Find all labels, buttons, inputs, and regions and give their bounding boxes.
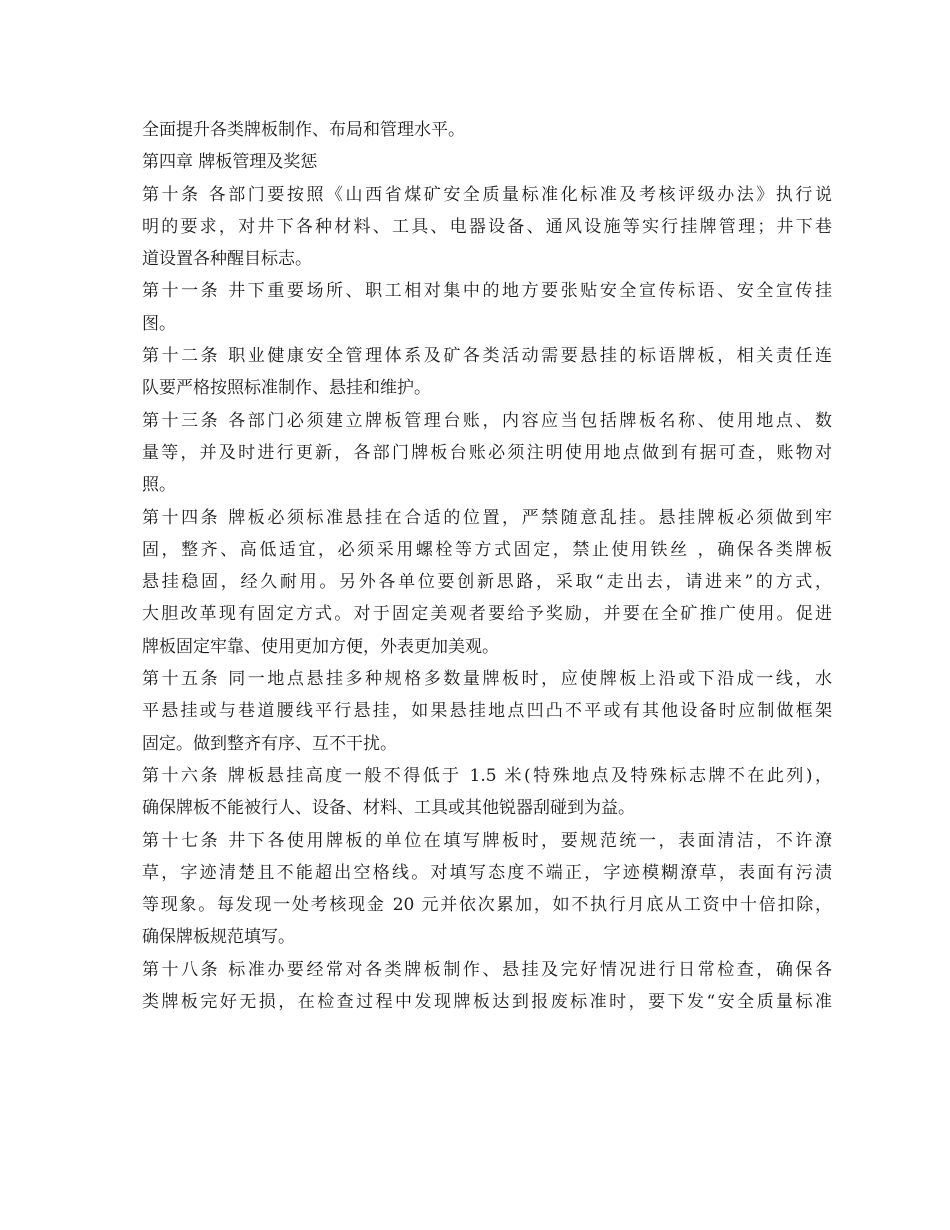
text-line-13: 第十四条 牌板必须标准悬挂在合适的位置，严禁随意乱挂。悬挂牌板必须做到牢 (142, 507, 832, 528)
document-body (142, 114, 832, 1018)
text-line-24: 草，字迹清楚且不能超出空格线。对填写态度不端正，字迹模糊潦草，表面有污渍 (142, 862, 832, 883)
text-line-1: 全面提升各类牌板制作、布局和管理水平。 (142, 120, 465, 140)
text-line-19: 平悬挂或与巷道腰线平行悬挂，如果悬挂地点凹凸不平或有其他设备时应制做框架 (142, 701, 832, 722)
text-line-26: 确保牌板规范填写。 (142, 927, 295, 948)
text-line-22: 确保牌板不能被行人、设备、材料、工具或其他锐器刮碰到为益。 (142, 798, 635, 819)
text-line-25: 等现象。每发现一处考核现金 20 元并依次累加，如不执行月底从工资中十倍扣除， (142, 895, 832, 916)
text-line-3: 第十条 各部门要按照《山西省煤矿安全质量标准化标准及考核评级办法》执行说 (142, 184, 832, 205)
text-line-12: 照。 (142, 475, 176, 496)
text-line-10: 第十三条 各部门必须建立牌板管理台账，内容应当包括牌板名称、使用地点、数 (142, 410, 832, 431)
text-line-16: 大胆改革现有固定方式。对于固定美观者要给予奖励，并要在全矿推广使用。促进 (142, 604, 832, 625)
text-line-9: 队要严格按照标准制作、悬挂和维护。 (142, 378, 431, 399)
text-line-7: 图。 (142, 313, 176, 334)
chapter-heading: 第四章 牌板管理及奖惩 (142, 152, 318, 173)
text-line-4: 明的要求，对井下各种材料、工具、电器设备、通风设施等实行挂牌管理；井下巷 (142, 216, 832, 237)
text-line-6: 第十一条 井下重要场所、职工相对集中的地方要张贴安全宣传标语、安全宣传挂 (142, 281, 832, 302)
text-line-28: 类牌板完好无损，在检查过程中发现牌板达到报废标准时，要下发“安全质量标准 (142, 992, 832, 1013)
text-line-21: 第十六条 牌板悬挂高度一般不得低于 1.5 米(特殊地点及特殊标志牌不在此列)， (142, 765, 832, 786)
text-line-17: 牌板固定牢靠、使用更加方便，外表更加美观。 (142, 636, 499, 657)
text-line-5: 道设置各种醒目标志。 (142, 249, 312, 270)
text-line-15: 悬挂稳固，经久耐用。另外各单位要创新思路，采取“走出去，请进来”的方式， (142, 572, 832, 593)
text-line-20: 固定。做到整齐有序、互不干扰。 (142, 733, 397, 754)
text-line-11: 量等，并及时进行更新，各部门牌板台账必须注明使用地点做到有据可查，账物对 (142, 442, 832, 463)
text-line-8: 第十二条 职业健康安全管理体系及矿各类活动需要悬挂的标语牌板，相关责任连 (142, 346, 832, 367)
text-line-23: 第十七条 井下各使用牌板的单位在填写牌板时，要规范统一，表面清洁，不许潦 (142, 830, 832, 851)
text-line-27: 第十八条 标准办要经常对各类牌板制作、悬挂及完好情况进行日常检查，确保各 (142, 959, 832, 980)
text-line-18: 第十五条 同一地点悬挂多种规格多数量牌板时，应使牌板上沿或下沿成一线，水 (142, 669, 832, 690)
text-line-14: 固，整齐、高低适宜，必须采用螺栓等方式固定，禁止使用铁丝 ，确保各类牌板 (142, 539, 832, 560)
